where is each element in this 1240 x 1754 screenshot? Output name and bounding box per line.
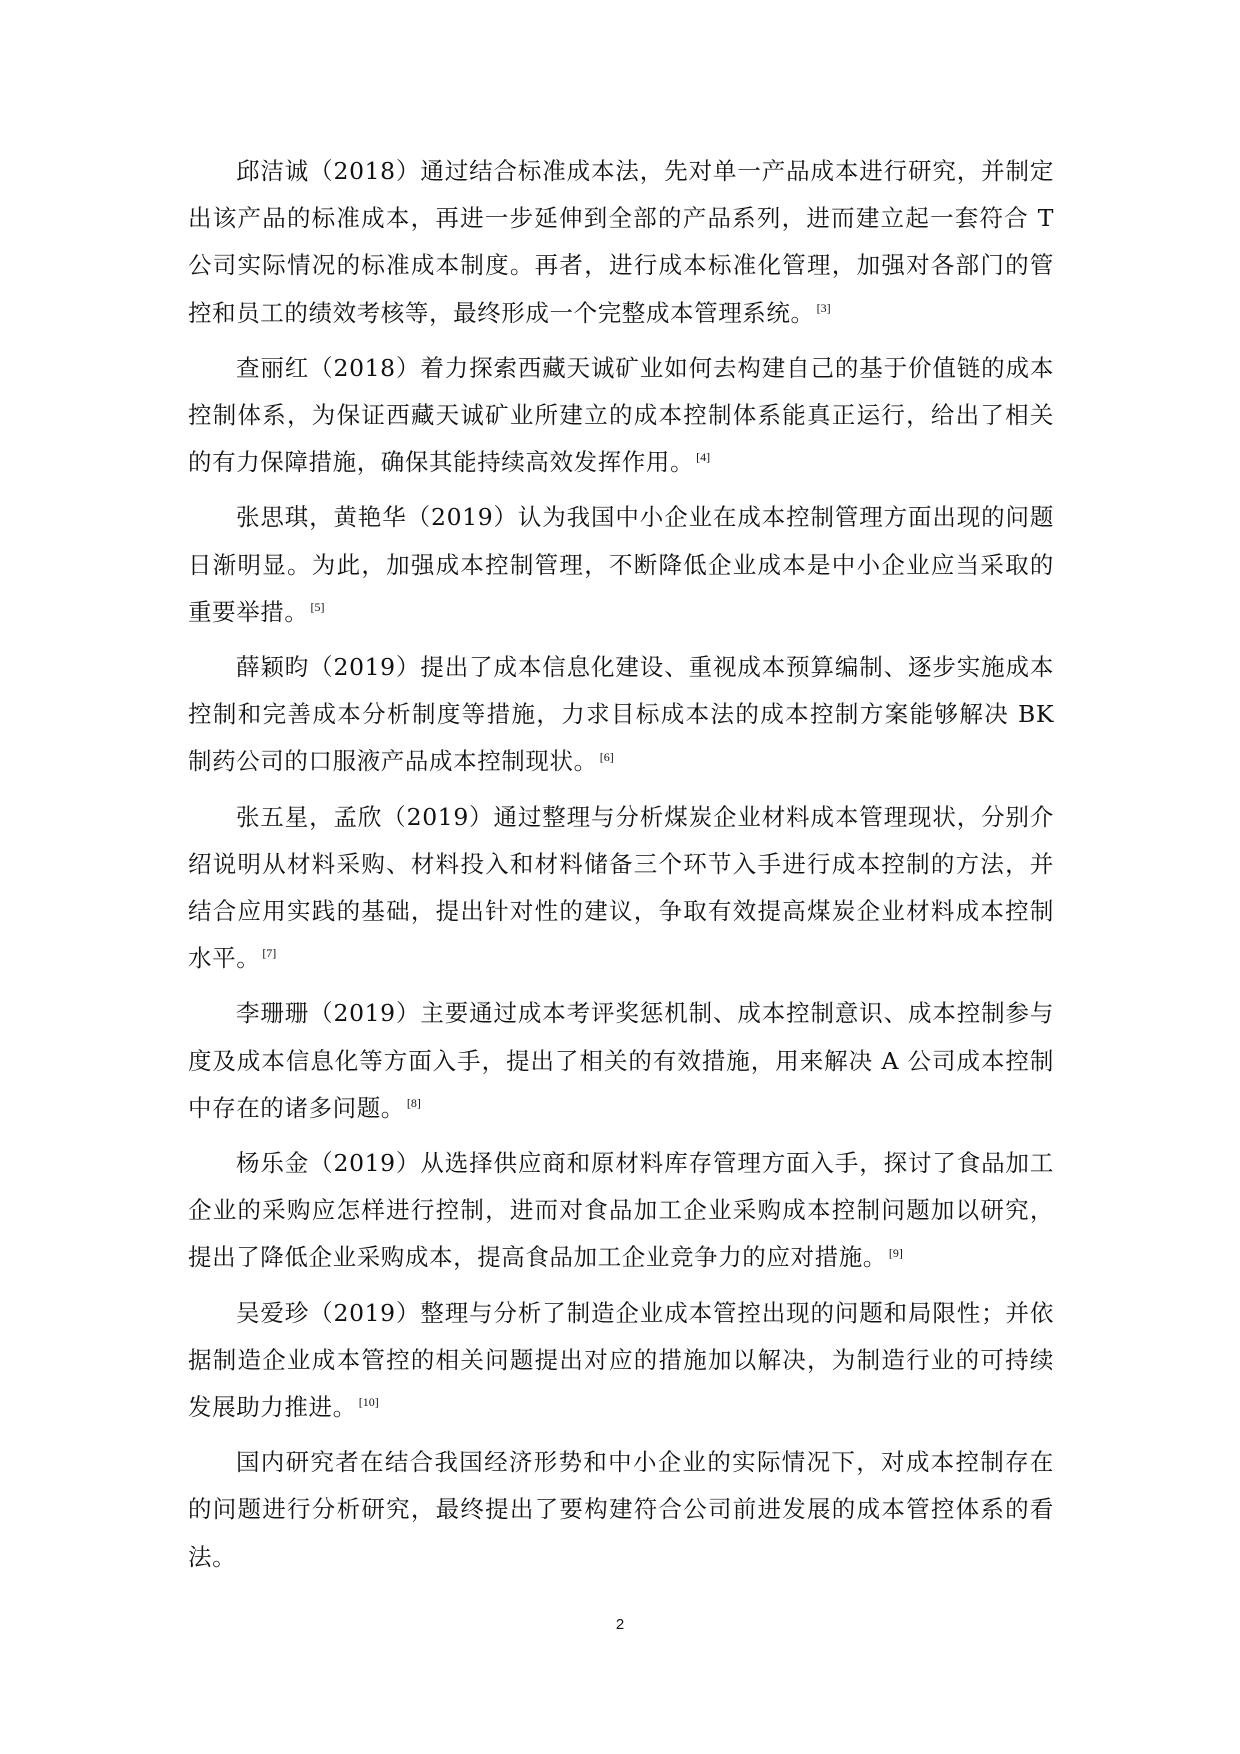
- paragraph-li-shanshan: [188, 990, 1054, 1132]
- paragraph-text: 国内研究者在结合我国经济形势和中小企业的实际情况下，对成本控制存在的问题进行分析研究，最终提出了要构建符合公司前进发展的成本管控体系的看法。: [188, 1448, 1054, 1571]
- citation-7: [7]: [262, 946, 277, 961]
- citation-8: [8]: [406, 1096, 421, 1111]
- citation-4: [4]: [696, 450, 711, 465]
- paragraph-text: 张思琪，黄艳华（2019）认为我国中小企业在成本控制管理方面出现的问题日渐明显。为此，加强成本控制管理，不断降低企业成本是中小企业应当采取的重要举措。: [188, 503, 1054, 626]
- paragraph-xue-yingyun: [188, 644, 1054, 786]
- paragraph-zhang-wuxing: [188, 794, 1054, 983]
- body-text: [188, 148, 1054, 1589]
- paragraph-text: 杨乐金（2019）从选择供应商和原材料库存管理方面入手，探讨了食品加工企业的采购应怎样进行控制，进而对食品加工企业采购成本控制问题加以研究，提出了降低企业采购成本，提高食品加工企业竞争力的应对措施。: [188, 1149, 1054, 1272]
- paragraph-text: 吴爱珍（2019）整理与分析了制造企业成本管控出现的问题和局限性；并依据制造企业成本管控的相关问题提出对应的措施加以解决，为制造行业的可持续发展助力推进。: [188, 1298, 1054, 1422]
- paragraph-text: 查丽红（2018）着力探索西藏天诚矿业如何去构建自己的基于价值链的成本控制体系，为保证西藏天诚矿业所建立的成本控制体系能真正运行，给出了相关的有力保障措施，确保其能持续高效发挥作用。: [188, 353, 1054, 477]
- citation-3: [3]: [816, 300, 831, 315]
- page-number: 2: [615, 1616, 625, 1633]
- paragraph-text: 张五星，孟欣（2019）通过整理与分析煤炭企业材料成本管理现状，分别介绍说明从材料采购、材料投入和材料储备三个环节入手进行成本控制的方法，并结合应用实践的基础，提出针对性的建议，争取有效提高煤炭企业材料成本控制水平。: [188, 802, 1054, 973]
- citation-10: [10]: [358, 1395, 379, 1410]
- paragraph-yang-lejin: [188, 1140, 1054, 1282]
- citation-6: [6]: [599, 749, 614, 764]
- paragraph-text: 邱洁诚（2018）通过结合标准成本法，先对单一产品成本进行研究，并制定出该产品的标准成本，再进一步延伸到全部的产品系列，进而建立起一套符合 T 公司实际情况的标准成本制度。再者，进行成本标准化管理，加强对各部门的管控和员工的绩效考核等，最终形成一个完整成本管理系统。: [188, 157, 1054, 327]
- paragraph-text: 薛颖昀（2019）提出了成本信息化建设、重视成本预算编制、逐步实施成本控制和完善成本分析制度等措施，力求目标成本法的成本控制方案能够解决 BK 制药公司的口服液产品成本控制现状。: [188, 653, 1054, 776]
- citation-5: [5]: [310, 600, 325, 614]
- citation-9: [9]: [888, 1245, 903, 1260]
- paragraph-text: 李珊珊（2019）主要通过成本考评奖惩机制、成本控制意识、成本控制参与度及成本信息化等方面入手，提出了相关的有效措施，用来解决 A 公司成本控制中存在的诸多问题。: [188, 999, 1054, 1122]
- paragraph-wu-aizhen: [188, 1290, 1054, 1432]
- paragraph-summary: [188, 1439, 1054, 1581]
- paragraph-qiu-jiecheng: [188, 148, 1054, 337]
- paragraph-zha-lihong: [188, 345, 1054, 487]
- paragraph-zhang-siqi: [188, 494, 1054, 636]
